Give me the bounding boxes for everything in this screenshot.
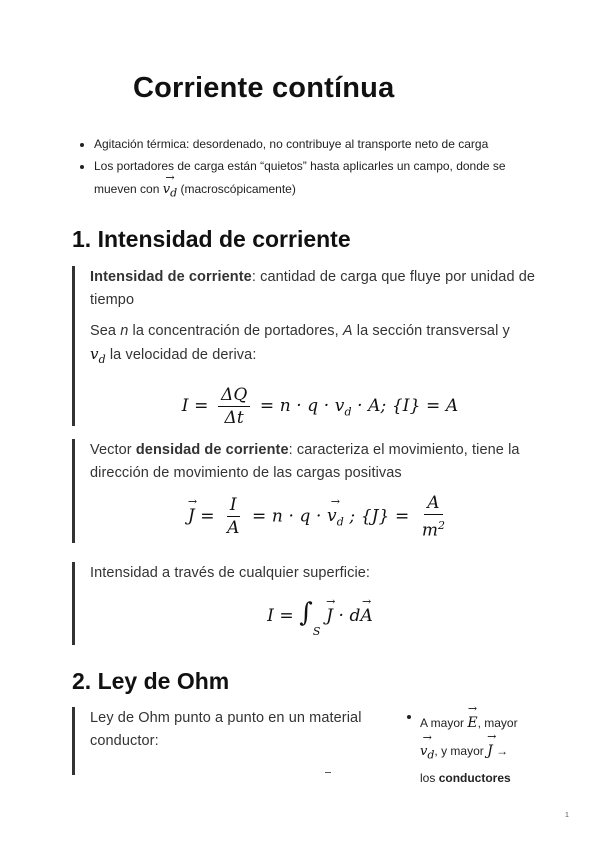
definition-paragraph: Intensidad de corriente: cantidad de carga que fluye por unidad de tiempo [90,269,536,308]
vector-paragraph: Vector densidad de corriente: caracteriza el movimiento, tiene la dirección de movimiento de las cargas positivas [90,442,520,481]
page-number: 1 [565,812,569,819]
ohm-paragraph: Ley de Ohm punto a punto en un material conductor: [90,710,362,749]
current-density-formula: → J = $\frac{I}{A}$ = n · q · → $v_d$ ; {J} = $\frac{A}{m^2}$ [187,493,446,541]
definition-block-ohm [72,707,380,775]
surface-integral-formula: $I = \int_S$ → J · d → A [267,595,373,639]
list-item: Los portadores de carga están “quietos” hasta aplicarles un campo, donde se mueven con → $v_d$ (macroscópicamente) [72,158,532,202]
surface-paragraph: Intensidad a través de cualquier superficie: [90,565,371,581]
page-title: Corriente contínua [133,72,395,104]
bullet-dot [407,715,411,719]
variables-paragraph: Sea n la concentración de portadores, A la sección transversal y $v_d$ la velocidad de deriva: [90,323,510,366]
side-note-text: A mayor → E, mayor → $v_d$, y mayor → J → los conductores [420,702,518,785]
intensity-formula: I = $\frac{\Delta Q}{\Delta t}$ = $n \cdot q \cdot v_d \cdot A$; {I} = A [181,385,459,428]
definition-block-densidad [72,439,550,543]
definition-block-intensidad [72,266,550,426]
drift-velocity-symbol: → $v_d$ [162,171,178,200]
ohm-side-note [403,702,533,789]
section-heading-ohm: 2. Ley de Ohm [72,668,230,694]
intro-bullet-list [72,136,532,207]
definition-block-superficie [72,562,550,645]
formula-fragment [325,772,331,773]
section-heading-intensidad: 1. Intensidad de corriente [72,226,351,252]
list-item: Agitación térmica: desordenado, no contribuye al transporte neto de carga [72,136,532,153]
